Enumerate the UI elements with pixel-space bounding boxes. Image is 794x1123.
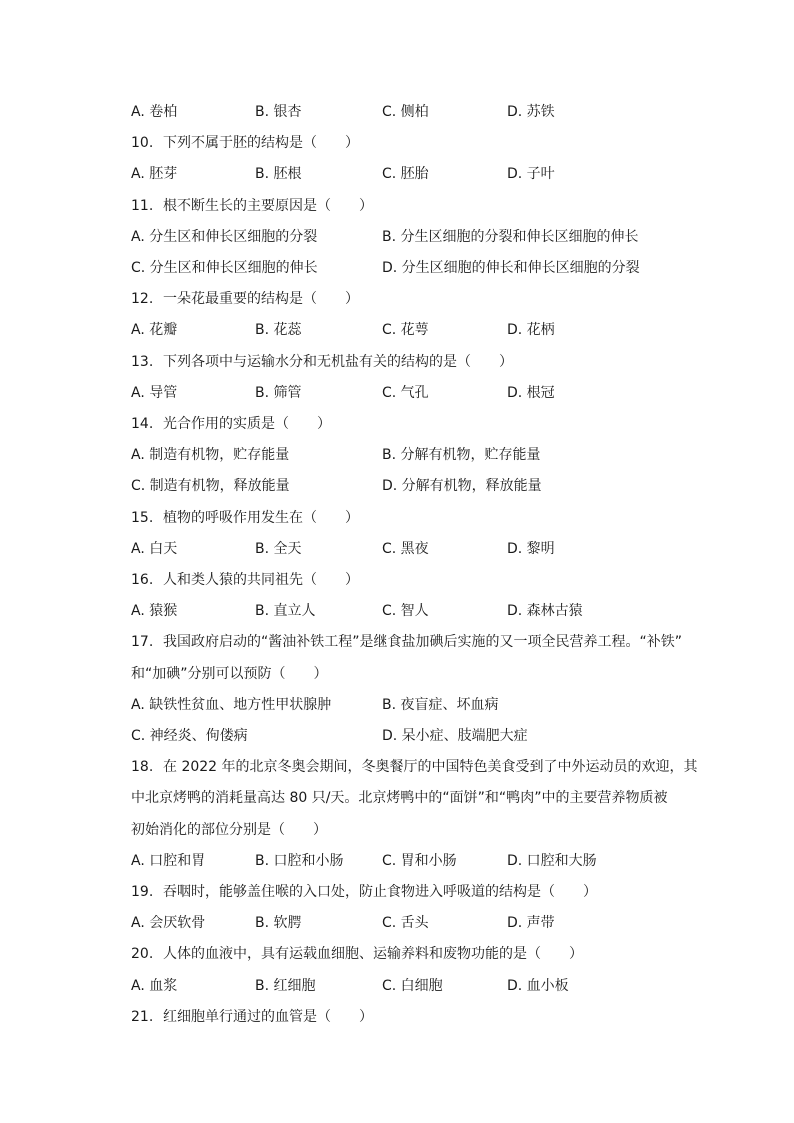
question-number: 18. xyxy=(131,759,154,776)
answer-option: A. 口腔和胃 xyxy=(131,852,206,869)
question-stem xyxy=(131,414,711,434)
question-stem xyxy=(131,944,711,964)
answer-option: C. 分生区和伸长区细胞的伸长 xyxy=(131,260,318,276)
answer-option: D. 森林古猿 xyxy=(507,603,583,620)
question-stem xyxy=(131,570,711,590)
answer-option: C. 花萼 xyxy=(382,322,429,339)
answer-option: A. 会厌软骨 xyxy=(131,915,206,932)
question-number: 15. xyxy=(131,509,154,526)
question-number: 17. xyxy=(131,634,154,651)
answer-option: A. 卷柏 xyxy=(131,104,178,120)
question-stem-continuation xyxy=(131,820,711,840)
answer-option: C. 胃和小肠 xyxy=(382,852,457,869)
answer-option: D. 黎明 xyxy=(507,540,555,557)
answer-option: A. 血浆 xyxy=(131,977,178,994)
question-text: 下列各项中与运输水分和无机盐有关的结构的是（ ） xyxy=(163,353,513,370)
answer-option: A. 导管 xyxy=(131,384,178,401)
answer-option: D. 分生区细胞的伸长和伸长区细胞的分裂 xyxy=(382,260,640,276)
question-text: 人体的血液中，具有运载血细胞、运输养料和废物功能的是（ ） xyxy=(163,946,583,963)
answer-option: D. 口腔和大肠 xyxy=(507,852,597,869)
question-stem xyxy=(131,1007,711,1027)
answer-option: C. 黑夜 xyxy=(382,540,429,557)
answer-option: B. 全天 xyxy=(255,540,302,557)
answer-option: C. 气孔 xyxy=(382,384,429,401)
answer-option: D. 呆小症、肢端肥大症 xyxy=(382,728,528,744)
answer-option: C. 白细胞 xyxy=(382,977,443,994)
question-stem xyxy=(131,196,711,216)
answer-option: B. 银杏 xyxy=(255,104,302,120)
options-row xyxy=(131,976,711,996)
answer-option: B. 软腭 xyxy=(255,915,302,932)
question-text: 我国政府启动的“酱油补铁工程”是继食盐加碘后实施的又一项全民营养工程。“补铁” xyxy=(163,634,683,651)
question-text: 根不断生长的主要原因是（ ） xyxy=(163,197,373,214)
answer-option: B. 分生区细胞的分裂和伸长区细胞的伸长 xyxy=(382,228,639,245)
question-text: 在 2022 年的北京冬奥会期间，冬奥餐厅的中国特色美食受到了中外运动员的欢迎，其 xyxy=(163,759,698,776)
answer-option: C. 智人 xyxy=(382,603,429,620)
options-row xyxy=(131,227,711,247)
options-row xyxy=(131,320,711,340)
question-number: 10. xyxy=(131,135,154,152)
answer-option: A. 白天 xyxy=(131,540,178,557)
answer-option: D. 花柄 xyxy=(507,322,555,339)
answer-option: C. 舌头 xyxy=(382,915,429,932)
answer-option: D. 苏铁 xyxy=(507,104,555,120)
answer-option: D. 根冠 xyxy=(507,384,555,401)
options-row xyxy=(131,695,711,715)
question-number: 20. xyxy=(131,946,154,963)
answer-option: A. 花瓣 xyxy=(131,322,178,339)
question-stem-continuation xyxy=(131,664,711,684)
options-row xyxy=(131,476,711,496)
answer-option: C. 胚胎 xyxy=(382,166,429,183)
question-text: 人和类人猿的共同祖先（ ） xyxy=(163,572,359,588)
question-text: 下列不属于胚的结构是（ ） xyxy=(163,135,359,152)
options-row xyxy=(131,102,711,122)
answer-option: D. 声带 xyxy=(507,915,555,932)
options-row xyxy=(131,913,711,933)
options-row xyxy=(131,445,711,465)
question-number: 16. xyxy=(131,572,154,588)
answer-option: B. 筛管 xyxy=(255,384,302,401)
options-row xyxy=(131,164,711,184)
answer-option: B. 红细胞 xyxy=(255,977,316,994)
question-text: 吞咽时，能够盖住喉的入口处，防止食物进入呼吸道的结构是（ ） xyxy=(163,884,597,900)
question-text: 中北京烤鸭的消耗量高达 80 只/天。北京烤鸭中的“面饼”和“鸭肉”中的主要营养物质被 xyxy=(131,790,668,807)
question-stem-continuation xyxy=(131,788,711,808)
options-row xyxy=(131,539,711,559)
answer-option: B. 花蕊 xyxy=(255,322,302,339)
question-stem xyxy=(131,757,711,777)
question-text: 一朵花最重要的结构是（ ） xyxy=(163,291,359,308)
question-number: 21. xyxy=(131,1008,154,1025)
question-text: 植物的呼吸作用发生在（ ） xyxy=(163,509,359,526)
options-row xyxy=(131,258,711,278)
question-stem xyxy=(131,508,711,528)
answer-option: B. 胚根 xyxy=(255,166,302,183)
answer-option: B. 分解有机物，贮存能量 xyxy=(382,447,541,464)
answer-option: A. 分生区和伸长区细胞的分裂 xyxy=(131,228,318,245)
question-number: 11. xyxy=(131,197,154,214)
question-number: 19. xyxy=(131,884,154,900)
answer-option: B. 直立人 xyxy=(255,603,316,620)
question-stem xyxy=(131,632,711,652)
question-number: 14. xyxy=(131,416,154,432)
question-text: 光合作用的实质是（ ） xyxy=(163,416,331,432)
answer-option: A. 制造有机物，贮存能量 xyxy=(131,447,290,464)
question-stem xyxy=(131,289,711,309)
answer-option: B. 夜盲症、坏血病 xyxy=(382,696,499,713)
question-number: 13. xyxy=(131,353,154,370)
answer-option: A. 缺铁性贫血、地方性甲状腺肿 xyxy=(131,696,332,713)
question-stem xyxy=(131,352,711,372)
options-row xyxy=(131,726,711,746)
question-stem xyxy=(131,882,711,902)
options-row xyxy=(131,851,711,871)
question-text: 红细胞单行通过的血管是（ ） xyxy=(163,1008,373,1025)
answer-option: C. 侧柏 xyxy=(382,104,429,120)
question-number: 12. xyxy=(131,291,154,308)
options-row xyxy=(131,383,711,403)
answer-option: D. 血小板 xyxy=(507,977,569,994)
options-row xyxy=(131,601,711,621)
answer-option: A. 猿猴 xyxy=(131,603,178,620)
answer-option: B. 口腔和小肠 xyxy=(255,852,344,869)
answer-option: D. 分解有机物，释放能量 xyxy=(382,478,542,495)
answer-option: D. 子叶 xyxy=(507,166,555,183)
answer-option: C. 神经炎、佝偻病 xyxy=(131,728,248,744)
question-stem xyxy=(131,133,711,153)
question-text: 初始消化的部位分别是（ ） xyxy=(131,821,327,838)
answer-option: C. 制造有机物，释放能量 xyxy=(131,478,290,495)
answer-option: A. 胚芽 xyxy=(131,166,178,183)
question-text: 和“加碘”分别可以预防（ ） xyxy=(131,665,328,682)
